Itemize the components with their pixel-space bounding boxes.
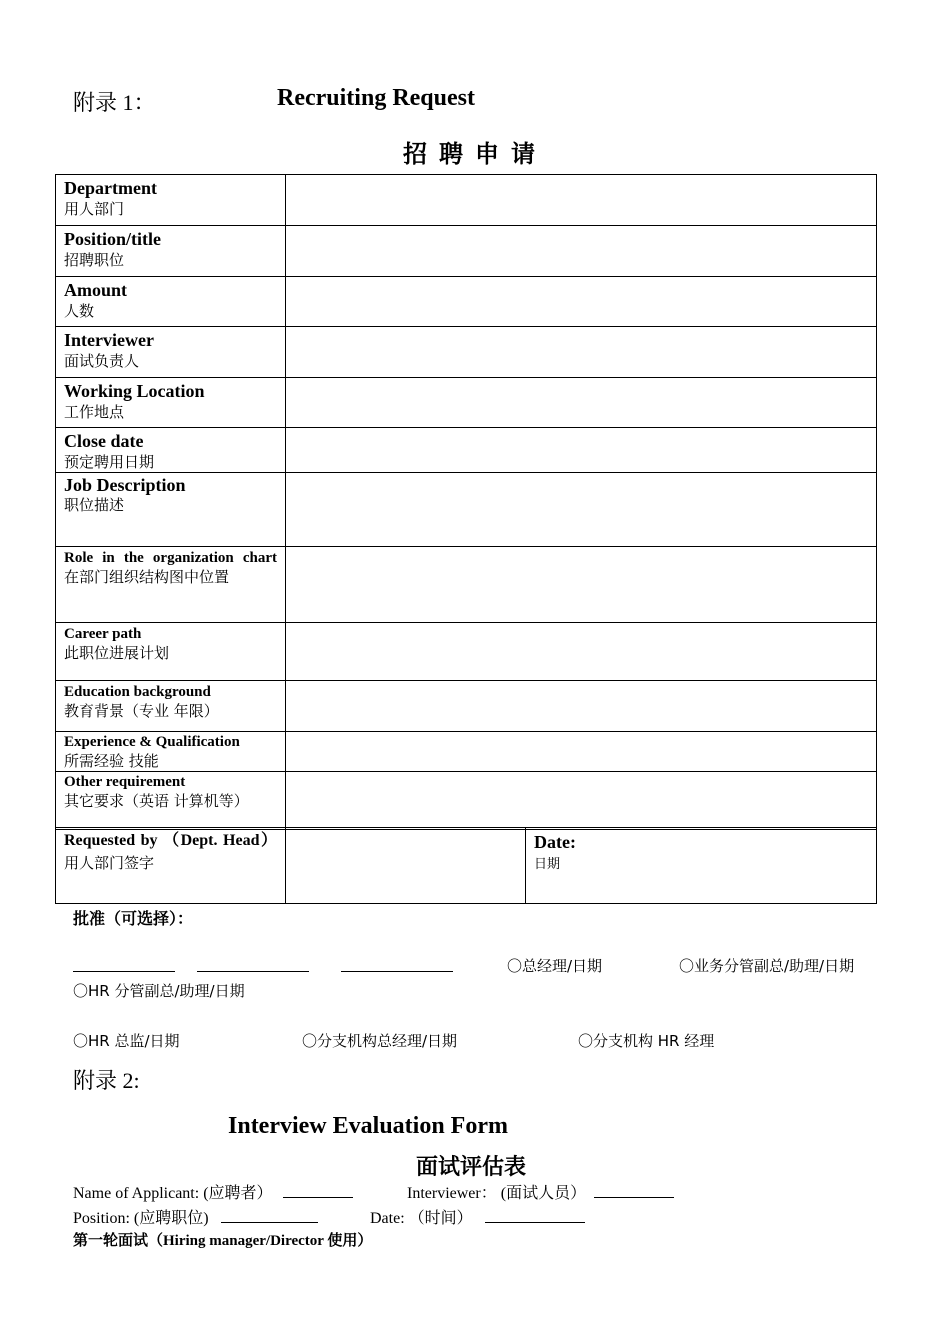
table-row: [56, 175, 877, 226]
label-cn: 在部门组织结构图中位置: [64, 568, 230, 586]
label-en: Department: [64, 178, 157, 198]
option-gm-date[interactable]: 〇总经理/日期: [507, 957, 603, 975]
label-cn: 所需经验 技能: [64, 752, 159, 770]
applicant-field[interactable]: [283, 1183, 353, 1198]
option-vp-business-date[interactable]: 〇业务分管副总/助理/日期: [679, 957, 855, 975]
option-branch-hr-manager[interactable]: 〇分支机构 HR 经理: [578, 1032, 715, 1050]
evaluation-title-cn: 面试评估表: [416, 1155, 527, 1180]
row-label: [56, 732, 286, 772]
label-en: Role in the organization chart: [64, 550, 277, 566]
table-row: [56, 732, 877, 772]
label-en: Working Location: [64, 381, 205, 401]
date-label: Date:: [534, 832, 576, 852]
label-cn: 人数: [64, 302, 95, 320]
label-cn: 用人部门: [64, 200, 125, 218]
position-row: [73, 1205, 318, 1228]
table-row: [56, 327, 877, 378]
option-hr-vp-date[interactable]: 〇HR 分管副总/助理/日期: [73, 982, 245, 1000]
label-en: Amount: [64, 280, 128, 300]
row-label: [56, 547, 286, 623]
label-en: Experience & Qualification: [64, 734, 240, 750]
position-field[interactable]: [286, 226, 877, 277]
option-branch-gm-date[interactable]: 〇分支机构总经理/日期: [302, 1032, 458, 1050]
role-field[interactable]: [286, 547, 877, 623]
label-cn: 面试负责人: [64, 352, 140, 370]
working-location-field[interactable]: [286, 378, 877, 428]
first-round-heading: 第一轮面试（Hiring manager/Director 使用）: [73, 1233, 373, 1249]
label-cn: 此职位进展计划: [64, 644, 170, 662]
row-label: [56, 277, 286, 327]
row-label: [56, 681, 286, 732]
recruiting-request-table: [55, 174, 877, 830]
table-row: [56, 226, 877, 277]
job-description-field[interactable]: [286, 473, 877, 547]
row-label: [56, 327, 286, 378]
label-cn: 预定聘用日期: [64, 453, 155, 471]
label-en: Career path: [64, 626, 142, 642]
amount-field[interactable]: [286, 277, 877, 327]
requested-by-table: [55, 827, 877, 904]
department-field[interactable]: [286, 175, 877, 226]
row-label: [56, 473, 286, 547]
requested-by-label: [56, 828, 286, 904]
option-hr-director-date[interactable]: 〇HR 总监/日期: [73, 1032, 180, 1050]
interviewer-row: [407, 1180, 674, 1203]
label-en: Job Description: [64, 475, 186, 495]
date-cell[interactable]: [526, 828, 877, 904]
row-label: [56, 772, 286, 830]
label-en: Interviewer: [64, 330, 154, 350]
table-row: [56, 547, 877, 623]
date-label-cn: 日期: [534, 857, 561, 872]
row-label: [56, 378, 286, 428]
appendix-2-label: 附录 2:: [73, 1068, 140, 1093]
form-title-cn: 招聘申请: [403, 140, 547, 168]
approval-title: 批准（可选择）：: [73, 909, 194, 928]
signature-line[interactable]: [197, 971, 309, 972]
table-row: [56, 828, 877, 904]
label-en: Position/title: [64, 229, 161, 249]
career-path-field[interactable]: [286, 623, 877, 681]
label-cn: 招聘职位: [64, 251, 125, 269]
experience-field[interactable]: [286, 732, 877, 772]
label-en: Education background: [64, 684, 211, 700]
applicant-label: Name of Applicant: (应聘者）: [73, 1185, 273, 1202]
table-row: [56, 277, 877, 327]
interviewer-name-field[interactable]: [594, 1183, 674, 1198]
label-en: Close date: [64, 431, 144, 451]
table-row: [56, 378, 877, 428]
interviewer-label: Interviewer： (面试人员）: [407, 1185, 587, 1202]
label-cn: 职位描述: [64, 496, 125, 514]
row-label: [56, 623, 286, 681]
date-input[interactable]: [485, 1208, 585, 1223]
signature-line[interactable]: [73, 971, 175, 972]
table-row: [56, 681, 877, 732]
table-row: [56, 772, 877, 830]
date-row-label: Date: （时间）: [370, 1210, 473, 1227]
row-label: [56, 226, 286, 277]
education-field[interactable]: [286, 681, 877, 732]
form-title-en: Recruiting Request: [277, 85, 475, 111]
date-row: [370, 1205, 585, 1228]
signature-line[interactable]: [341, 971, 453, 972]
label-cn: 用人部门签字: [64, 854, 155, 872]
label-en: Requested by （Dept. Head）: [64, 832, 277, 849]
signature-field[interactable]: [286, 828, 526, 904]
table-row: [56, 428, 877, 473]
label-en: Other requirement: [64, 774, 186, 790]
applicant-name-row: [73, 1180, 353, 1203]
label-cn: 工作地点: [64, 403, 125, 421]
interviewer-field[interactable]: [286, 327, 877, 378]
appendix-1-label: 附录 1：: [73, 90, 156, 115]
position-label: Position: (应聘职位): [73, 1210, 209, 1227]
row-label: [56, 175, 286, 226]
row-label: [56, 428, 286, 473]
label-cn: 教育背景（专业 年限）: [64, 702, 219, 720]
evaluation-title-en: Interview Evaluation Form: [228, 1113, 508, 1139]
table-row: [56, 473, 877, 547]
table-row: [56, 623, 877, 681]
other-requirement-field[interactable]: [286, 772, 877, 830]
label-cn: 其它要求（英语 计算机等）: [64, 792, 249, 810]
position-input[interactable]: [221, 1208, 318, 1223]
close-date-field[interactable]: [286, 428, 877, 473]
